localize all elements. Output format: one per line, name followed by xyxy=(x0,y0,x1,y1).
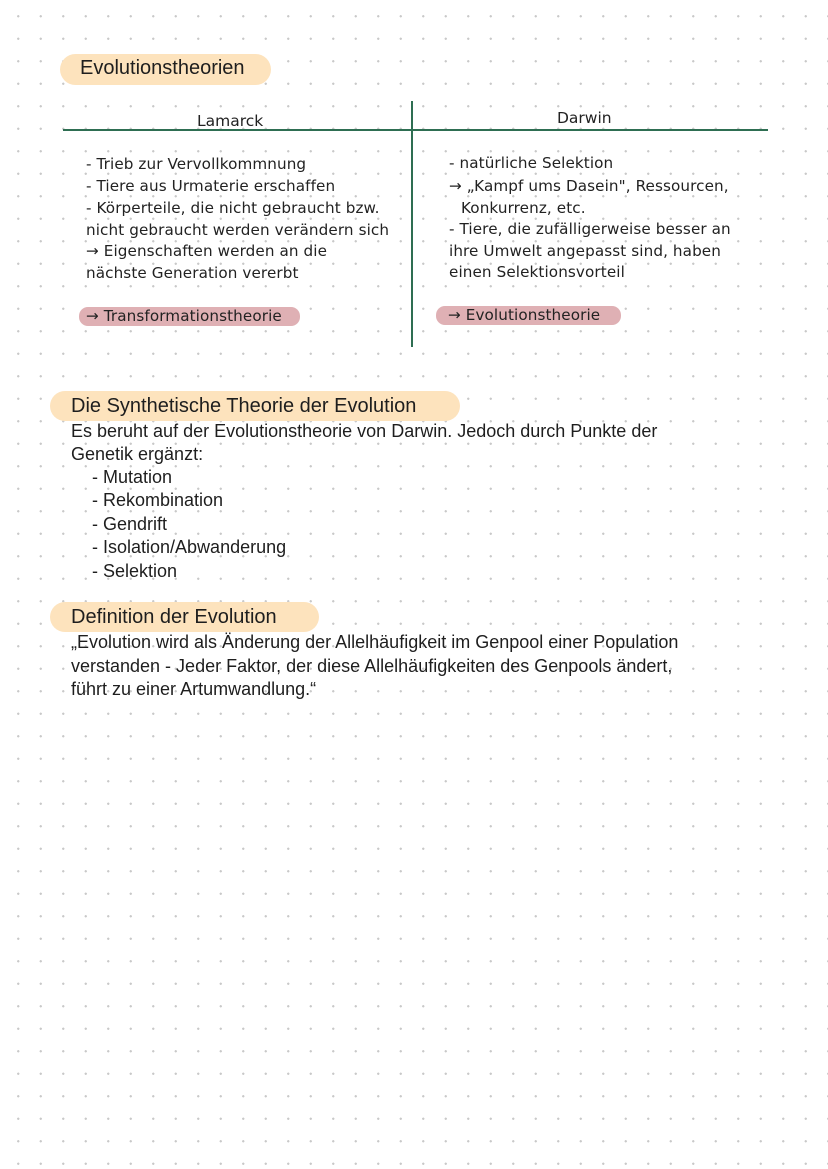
section-title-definition: Definition der Evolution xyxy=(71,606,277,628)
lamarck-line: - Körperteile, die nicht gebraucht bzw. xyxy=(86,199,380,217)
darwin-line: ihre Umwelt angepasst sind, haben xyxy=(449,242,721,260)
darwin-result: → Evolutionstheorie xyxy=(448,306,601,324)
darwin-line: - natürliche Selektion xyxy=(449,154,614,172)
column-header-darwin: Darwin xyxy=(557,109,612,127)
definition-line: verstanden - Jeder Faktor, der diese Allelhäufigkeiten des Genpools ändert, xyxy=(71,656,673,676)
lamarck-line: nächste Generation vererbt xyxy=(86,264,299,282)
column-header-lamarck: Lamarck xyxy=(197,112,264,130)
darwin-line: - Tiere, die zufälligerweise besser an xyxy=(449,220,731,238)
synthetic-intro-line: Es beruht auf der Evolutionstheorie von Darwin. Jedoch durch Punkte der xyxy=(71,421,658,441)
factor-list-item: - Selektion xyxy=(92,561,178,581)
lamarck-line: - Tiere aus Urmaterie erschaffen xyxy=(86,177,336,195)
lamarck-line: → Eigenschaften werden an die xyxy=(86,242,328,260)
darwin-line: → „Kampf ums Dasein", Ressourcen, xyxy=(449,177,729,195)
section-title-synthetic-theory: Die Synthetische Theorie der Evolution xyxy=(71,395,417,417)
lamarck-line: - Trieb zur Vervollkommnung xyxy=(86,155,307,173)
darwin-line: einen Selektionsvorteil xyxy=(449,263,625,281)
definition-line: „Evolution wird als Änderung der Allelhäufigkeit im Genpool einer Population xyxy=(71,632,679,652)
factor-list-item: - Gendrift xyxy=(92,514,168,534)
factor-list-item: - Isolation/Abwanderung xyxy=(92,537,287,557)
lamarck-result: → Transformationstheorie xyxy=(86,307,282,325)
lamarck-line: nicht gebraucht werden verändern sich xyxy=(86,221,390,239)
synthetic-intro-line: Genetik ergänzt: xyxy=(71,444,204,464)
section-title-evolution-theories: Evolutionstheorien xyxy=(80,57,245,79)
definition-line: führt zu einer Artumwandlung.“ xyxy=(71,679,317,699)
table-header-divider xyxy=(63,129,768,131)
table-column-divider xyxy=(411,101,413,347)
factor-list-item: - Rekombination xyxy=(92,490,224,510)
factor-list-item: - Mutation xyxy=(92,467,173,487)
darwin-line: Konkurrenz, etc. xyxy=(461,199,586,217)
